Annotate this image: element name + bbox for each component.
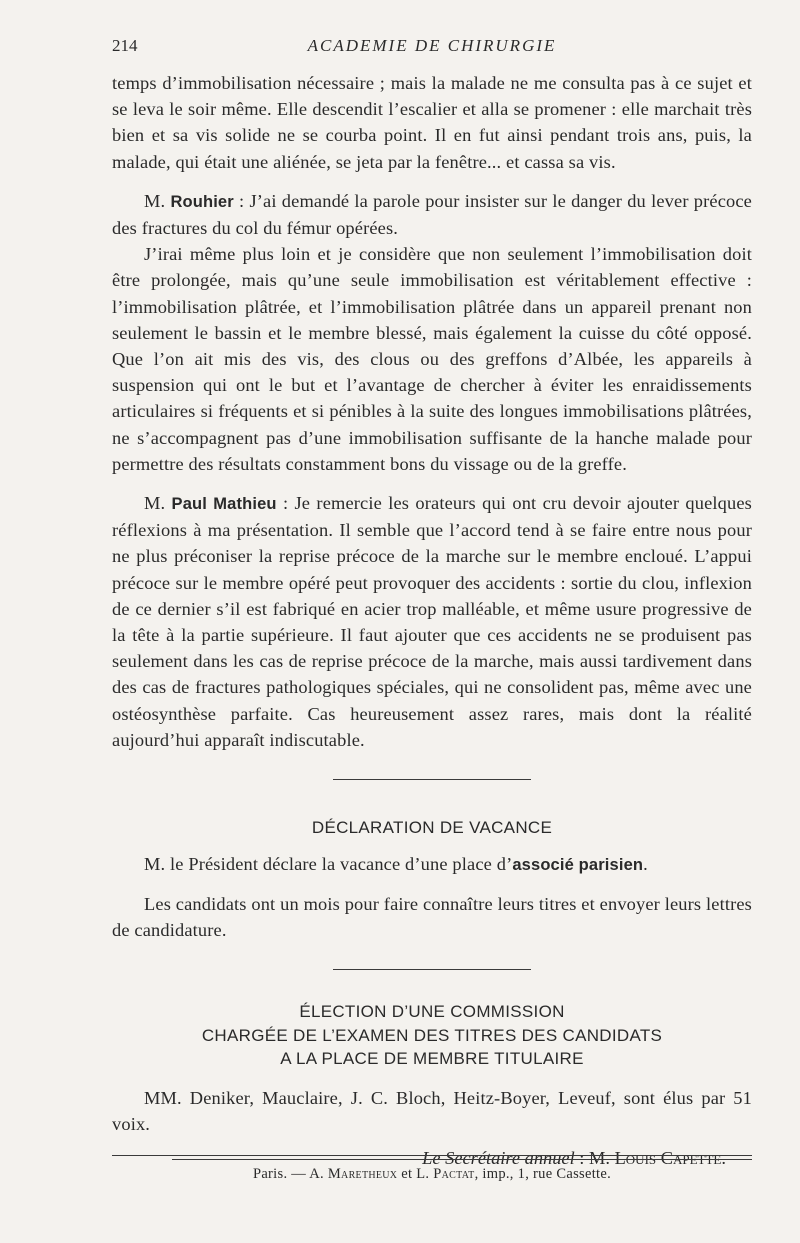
heading-election-line: CHARGÉE DE L’EXAMEN DES TITRES DES CANDIDATS [201,1025,663,1045]
paragraph-rouhier-continued: J’irai même plus loin et je considère que non seulement l’immobilisation doit être prolongée, mais qu’une seule immobilisation est véritablement effective : l’immobilisation plâtrée, et l’immobilisation plâtrée dans un appareil prenant non seulement le bassin et le membre blessé, mais également la cuisse du côté opposé. Que l’on ait mis des vis, des clous ou des greffons d’Albée, les appareils à suspension qui ont le but et l’avantage de chercher à éviter les enraidissements articulaires si fréquents et si pénibles à la suite des longues immobilisations plâtrées, ne s’accompagnent pas d’une immobilisation suffisante de la hanche malade pour permettre des résultats constamment bons du vissage ou de la greffe. [112,244,752,474]
heading-declaration-vacance: DÉCLARATION DE VACANCE [311,818,553,838]
page-number: 214 [112,36,138,55]
journal-title: ACADEMIE DE CHIRURGIE [307,36,557,55]
running-header [112,36,752,60]
paragraph-text: : Je remercie les orateurs qui ont cru devoir ajouter quelques réflexions à ma présentation. Il semble que l’accord tend à se faire entre nous pour ne plus préconiser la reprise précoce de la marche sur le membre encloué. L’appui précoce sur le membre opéré peut provoquer des accidents : sortie du clou, inflexion de ce dernier s’il est fabriqué en acier trop malléable, et même usure progressive de la tête à la partie supérieure. Il faut ajouter que ces accidents ne se produisent pas seulement dans les cas de reprise précoce de la marche, mais aussi tardivement dans des cas de fractures pathologiques spéciales, qui ne consolident pas, même avec une ostéosynthèse parfaite. Cas heureusement assez rares, mais dont la réalité aujourd’hui apparaît indiscutable. [112,493,752,750]
paragraph-rouhier [112,188,752,241]
vacance-text-end: . [643,853,648,874]
page-footer [112,1155,752,1183]
section-divider [333,779,531,780]
footer-rule [172,1159,752,1160]
speaker-prefix: M. [144,493,172,514]
paragraph-mathieu [112,490,752,753]
paragraph-election: MM. Deniker, Mauclaire, J. C. Bloch, Heitz-Boyer, Leveuf, sont élus par 51 voix. [112,1087,752,1134]
body-text [112,70,752,1171]
printer-imprint [112,1166,752,1183]
heading-election-line: ÉLECTION D’UNE COMMISSION [299,1002,565,1022]
paragraph-vacance [112,851,752,878]
section-divider [333,969,531,970]
speaker-name-mathieu: Paul Mathieu [171,495,277,514]
heading-election [112,1000,752,1071]
footer-rule [112,1155,752,1156]
heading-election-line: A LA PLACE DE MEMBRE TITULAIRE [280,1049,584,1069]
paragraph-candidats: Les candidats ont un mois pour faire connaître leurs titres et envoyer leurs lettres de candidature. [112,893,752,940]
imprint-text: , imp., 1, rue Cassette. [474,1166,612,1182]
paragraph-continuation: temps d’immobilisation nécessaire ; mais la malade ne me consulta pas à ce sujet et se leva le soir même. Elle descendit l’escalier et alla se promener : elle marchait très bien et sa vis solide ne se courba point. Il en fut ainsi pendant trois ans, puis, la malade, qui était une aliénée, se jeta par la fenêtre... et cassa sa vis. [112,73,752,172]
imprint-text: Paris. — A. [252,1166,328,1182]
speaker-name-rouhier: Rouhier [170,192,234,211]
paragraph-text: : J’ai demandé la parole pour insister sur le danger du lever précoce des fractures du col du fémur opérées. [112,190,752,239]
imprint-printer-name: Maretheux [327,1166,398,1182]
vacance-bold-term: associé parisien [512,855,644,874]
speaker-prefix: M. [144,190,171,211]
imprint-text: et L. [397,1166,434,1182]
imprint-printer-name: Pactat [433,1166,475,1182]
vacance-text: M. le Président déclare la vacance d’une place d’ [144,853,513,874]
